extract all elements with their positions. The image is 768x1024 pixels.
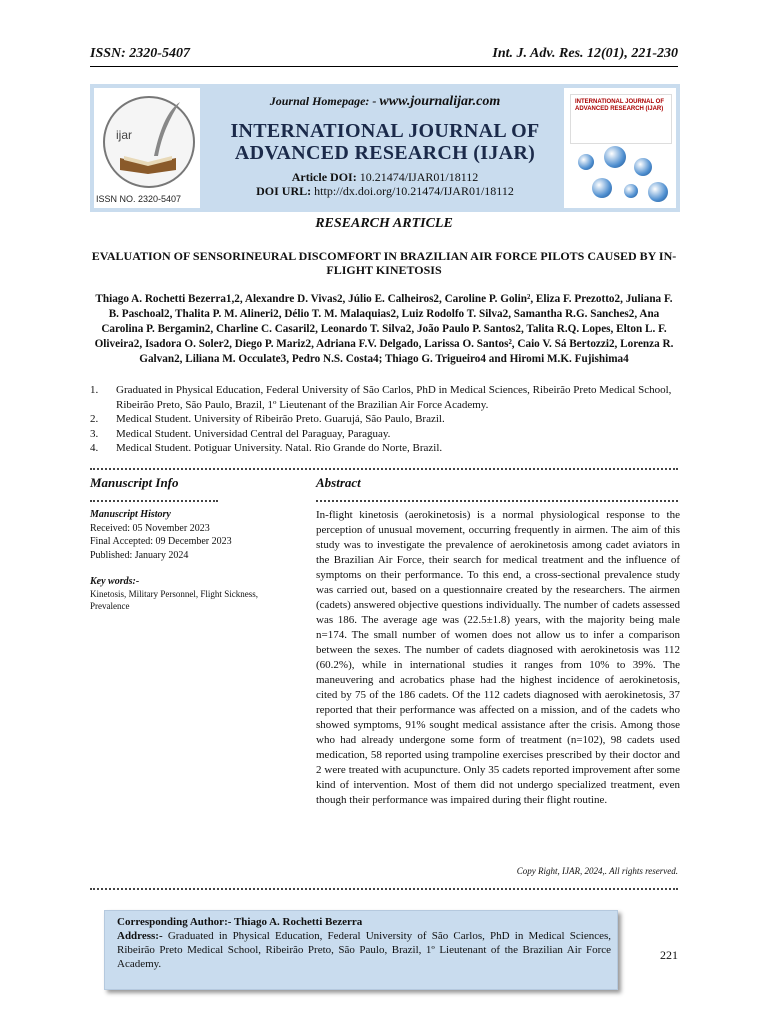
affiliation-item: 3. Medical Student. Universidad Central del Paraguay, Paraguay. (90, 427, 391, 440)
doi-url-label: DOI URL: (256, 184, 312, 198)
article-type: RESEARCH ARTICLE (315, 216, 453, 231)
divider (316, 494, 678, 502)
affiliation-item: 4. Medical Student. Potiguar University. Natal. Rio Grande do Norte, Brazil. (90, 442, 443, 454)
copyright-notice: Copy Right, IJAR, 2024,. All rights reserved. (516, 866, 678, 876)
corresponding-author-box (104, 910, 618, 990)
manuscript-info-heading: Manuscript Info (90, 475, 179, 490)
issn-text: ISSN: 2320-5407 (90, 46, 190, 61)
published-date: Published: January 2024 (90, 549, 189, 561)
citation-text: Int. J. Adv. Res. 12(01), 221-230 (492, 46, 678, 61)
journal-banner (90, 84, 680, 212)
doi-url-link[interactable]: http://dx.doi.org/10.21474/IJAR01/18112 (314, 184, 514, 198)
molecule-icon (592, 178, 612, 198)
affiliations (90, 383, 678, 456)
history-heading: Manuscript History (90, 509, 171, 520)
received-date: Received: 05 November 2023 (90, 522, 210, 534)
cover-title: INTERNATIONAL JOURNAL OF ADVANCED RESEARCH (IJAR) (575, 99, 665, 112)
molecule-icon (578, 154, 594, 170)
keywords (90, 576, 258, 612)
article-doi: 10.21474/IJAR01/18112 (359, 170, 479, 184)
affiliation-item: 1. Graduated in Physical Education, Federal University of São Carlos, PhD in Medical Sciences, Ribeirão Preto Medical School, Ribeirão Preto, São Paulo, Brazil, 1º Lieutenant of the Brazilian Air Force Academy. (90, 384, 672, 411)
logo-text: ijar (116, 128, 133, 142)
manuscript-history (90, 508, 260, 562)
abstract-heading: Abstract (316, 475, 361, 490)
corresponding-author-heading: Corresponding Author:- Thiago A. Rochetti Bezerra (117, 916, 363, 928)
journal-cover-image (564, 88, 676, 208)
cover-header (570, 94, 672, 144)
homepage-label: Journal Homepage: - (269, 94, 377, 108)
logo-issn: ISSN NO. 2320-5407 (96, 194, 182, 204)
abstract-text: In-flight kinetosis (aerokinetosis) is a normal physiological response to the perception of unusual movement, occurring frequently in airmen. The aim of this study was to investigate the prevalence of aerokinetosis among cadet aviators in the Brazilian Air Force, their search for medical treatment and the influence of symptoms on their performance. To this end, a cross-sectional prevalence study was carried out, based on a questionnaire created by the researchers. The airmen (cadets) answered objective questions individually. The number of cadets assessed was 186. The average age was (22.5±1.8) years, with the majority being male n=174. The small number of women does not allow us to infer a comparison between the sexes. The number of cadets diagnosed with aerokinetosis was 112 (60.2%), while in international studies it ranges from 10% to 39%. The maneuvering and acrobatics phase had the highest incidence of aerokinetosis, cited by 75 of the 186 cadets. Of the 112 cadets diagnosed with aerokinetosis, 37 reported that their performance was affected on a mission, and of the cadets who showed symptoms, 91% sought medical assistance after the crisis. Among those who had already undergone some form of treatment (n=102), 98 cadets used medication, 58 reported using trampoline exercises prescribed by their doctor and 2 were treated with acupuncture. Only 35 cadets reported improvement after some kind of intervention. Most of them did not undergo specialized treatment, even though their performance was impaired during their flight routine. (316, 509, 680, 806)
divider (90, 494, 218, 502)
affiliation-item: 2. Medical Student. University of Ribeirão Preto. Guarujá, São Paulo, Brazil. (90, 413, 445, 425)
article-doi-label: Article DOI: (291, 170, 357, 184)
journal-title-line2: ADVANCED RESEARCH (IJAR) (234, 142, 536, 164)
corresponding-address: Address:- Graduated in Physical Education, Federal University of São Carlos, PhD in Medical Sciences, Ribeirão Preto Medical School, Ribeirão Preto, São Paulo, Brazil, 1º Lieutenant of the Brazilian Air Force Academy. (117, 930, 611, 970)
molecule-icon (648, 182, 668, 202)
article-title: EVALUATION OF SENSORINEURAL DISCOMFORT IN BRAZILIAN AIR FORCE PILOTS CAUSED BY IN-FLIGHT KINETOSIS (91, 249, 677, 277)
keywords-heading: Key words:- (90, 576, 140, 587)
journal-title-line1: INTERNATIONAL JOURNAL OF (230, 120, 540, 142)
running-header (90, 44, 678, 67)
keywords-text: Kinetosis, Military Personnel, Flight Sickness, Prevalence (90, 589, 258, 611)
author-list: Thiago A. Rochetti Bezerra1,2, Alexandre D. Vivas2, Júlio E. Calheiros2, Caroline P. Golin², Eliza F. Prezotto2, Juliana F. B. Paschoal2, Thalita P. M. Alineri2, Délio T. M. Malaquias2, Luiz Rodolfo T. Silva2, Samantha R.G. Sanches2, Ana Carolina P. Bergamin2, Charline C. Casaril2, Leonardo T. Silva2, João Paulo P. Santos2, Talita R.Q. Lopes, Elton L. F. Oliveira2, Isadora O. Soler2, Diego P. Mariz2, Adriana F.V. Delgado, Larissa O. Santos², Caio V. Sá Bertozzi2, Lorenza R. Galvan2, Liliana M. Occulate3, Pedro N.S. Costa4; Thiago G. Trigueiro4 and Hiromi M.K. Fujishima4 (94, 293, 674, 365)
divider (90, 462, 678, 470)
homepage-link[interactable]: www.journalijar.com (379, 94, 501, 109)
accepted-date: Final Accepted: 09 December 2023 (90, 536, 232, 547)
molecule-icon (634, 158, 652, 176)
molecule-icon (604, 146, 626, 168)
molecule-icon (624, 184, 638, 198)
divider (90, 882, 678, 890)
page-number: 221 (660, 948, 678, 962)
